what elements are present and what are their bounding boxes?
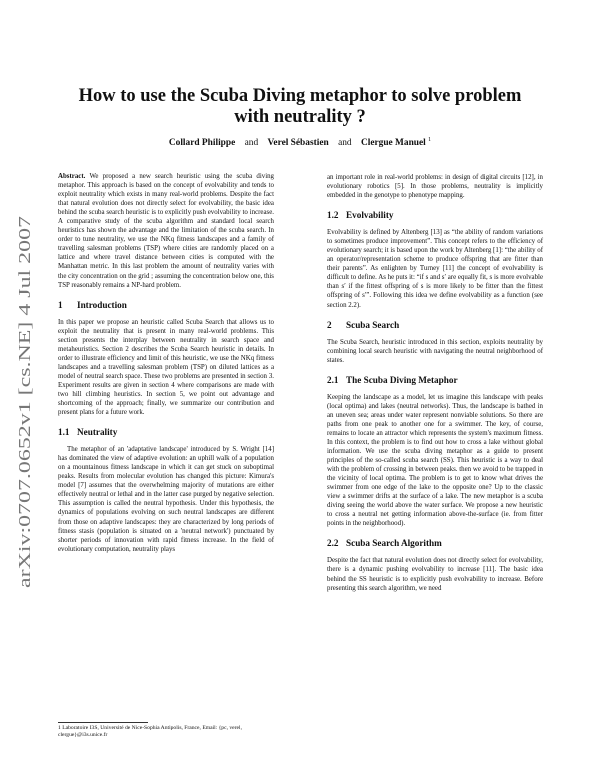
section-heading-scuba-search [327,320,543,331]
right-column [327,173,543,593]
section-heading-scuba-metaphor [327,375,543,386]
scuba-algorithm-paragraph: Despite the fact that natural evolution does not directly select for evolvability, there is a dynamic pushing evolvability to increase [11]. The basic idea behind the SS heuristic is to explicitly push evolvability to increase. Before presenting this search algorithm, we need [327,557,543,592]
section-title: Introduction [77,299,127,310]
title-line-1: How to use the Scuba Diving metaphor to solve problem [78,86,522,106]
author-2: Verel Sébastien [267,138,329,149]
arxiv-stamp-svg [2,210,42,590]
scuba-search-paragraph: The Scuba Search, heuristic introduced in this section, exploits neutrality by combining local search heuristic with navigating the neutral neighborhood of states. [327,338,543,364]
section-heading-scuba-algorithm [327,538,543,549]
section-number: 1.2 [327,210,339,221]
neutrality-paragraph: The metaphor of an 'adaptative landscape' introduced by S. Wright [14] has dominated the view of adaptive evolution: an uphill walk of a population on a mountainous fitness landscape in which it can get stuck on suboptimal peaks. Results from molecular evolution has changed this picture: Kimura's model [7] assumes that the overwhelming majority of mutations are either effectively neutral or lethal and in the latter case purged by negative selection. This assumption is called the neutral hypothesis. Under this hypothesis, the dynamics of populations evolving on such neutral landscapes are different from those on adaptive landscapes: they are characterized by long periods of fitness stasis (population is situated on a 'neutral network') punctuated by shorter periods of innovation with rapid fitness increase. In the field of evolutionary computation, neutrality plays [58,446,274,553]
neutrality-continued-paragraph: an important role in real-world problems: in design of digital circuits [12], in evolutionary robotics [5]. In those problems, neutrality is implicitly embedded in the genotype to phenotype mapping. [327,174,543,200]
footnote-rule [58,722,148,723]
section-heading-evolvability [327,210,543,221]
abstract-label: Abstract. [58,173,86,180]
section-title: Scuba Search Algorithm [346,538,442,549]
section-title: Evolvability [346,210,394,221]
author-3: Clergue Manuel [360,138,426,149]
left-column [58,172,274,554]
section-number: 1.1 [58,427,70,438]
section-heading-neutrality [58,427,274,438]
section-title: Neutrality [77,427,118,438]
section-heading-introduction [58,300,274,311]
section-number: 1 [58,299,63,310]
scuba-metaphor-paragraph: Keeping the landscape as a model, let us imagine this landscape with peaks (local optima) and lakes (neutral networks). Thus, the landscape is bathed in an uneven sea; areas under water represent nonviable solutions. So there are paths from one peak to another one for a swimmer. The key, of course, remains to locate an attractor which represents the system's maximum fitness. In this context, the problem is to find out how to cross a lake without global information. We use the scuba diving metaphor as a guide to present principles of the so-called scuba search (SS). This heuristic is a way to deal with the problem of crossing in between peaks. then we avoid to be trapped in the vicinity of local optima. The problem is to get to know what drives the swimmer from one edge of the lake to the opposite one? Up to the classic view a swimmer drifts at the surface of a lake. The new metaphor is a scuba diving seeing the world above the water surface. We propose a new heuristic to cross a neutral net getting information above-the-surface (ie. from fitter points in the neighborhood). [327,393,543,528]
abstract [58,172,274,290]
arxiv-stamp-text: arXiv:0707.0652v1 [cs.NE] 4 Jul 2007 [15,323,34,588]
author-conjunction: and [244,138,259,149]
section-number: 2.2 [327,538,339,549]
evolvability-paragraph: Evolvability is defined by Altenberg [13] as “the ability of random variations to sometimes produce improvement”. This concept refers to the efficiency of evolutionary search; it is based upon the work by Altenberg [1]: “the ability of an operator/representation scheme to produce offspring that are fitter than their parents”. As enlighten by Turney [11] the concept of evolvability is difficult to define. As he puts it: “if s and s′ are equally fit, s is more evolvable than s′ if the fittest offspring of s is more likely to be fitter than the fittest offspring of s′”. Following this idea we define evolvability as a function (see section 2.2). [327,229,543,309]
footnote-marker: 1 [428,137,432,143]
paper-title [60,86,540,128]
introduction-paragraph: In this paper we propose an heuristic called Scuba Search that allows us to exploit the neutrality that is present in many real-world problems. This section presents the interplay between neutrality in search space and metaheuristics. Section 2 describes the Scuba Search heuristic in details. In order to illustrate efficiency and limit of this heuristic, we use the NKq fitness landscapes and a travelling salesman problem (TSP) on diluted lattices as a model of neutral search space. These two problems are presented in section 3. Experiment results are given in section 4 where comparisons are made with two hill climbing heuristics. In section 5, we point out advantage and shortcoming of the approach; finally, we summarize our contribution and present plans for a future work. [58,318,274,417]
footnote [58,722,274,739]
author-list [60,137,540,148]
footnote-text: 1 Laboratoire I3S, Université de Nice-Sophia Antipolis, France, Email: {pc, verel, clergue}@i3s.unice.fr [58,725,242,738]
author-1: Collard Philippe [168,138,236,149]
section-number: 2.1 [327,374,339,385]
arxiv-stamp [2,210,42,590]
section-number: 2 [327,319,332,330]
author-conjunction: and [338,138,352,149]
section-title: The Scuba Diving Metaphor [346,374,458,385]
title-line-2: with neutrality ? [234,107,366,127]
section-title: Scuba Search [346,319,400,330]
abstract-text: We proposed a new search heuristic using the scuba diving metaphor. This approach is based on the concept of evolvability and tends to exploit neutrality which exists in many real-world problems. Despite the fact that natural evolution does not directly select for evolvability, the basic idea behind the scuba search heuristic is to explicitly push evolvability to increase. A comparative study of the scuba algorithm and standard local search heuristics has shown the advantage and the limitation of the scuba search. In order to tune neutrality, we use the NKq fitness landscapes and a family of travelling salesman problems (TSP) where cities are randomly placed on a lattice and where travel distance between cities is computed with the Manhattan metric. In this last problem the amount of neutrality varies with the city concentration on the grid ; assuming the concentration below one, this TSP reasonably remains a NP-hard problem. [58,173,274,289]
